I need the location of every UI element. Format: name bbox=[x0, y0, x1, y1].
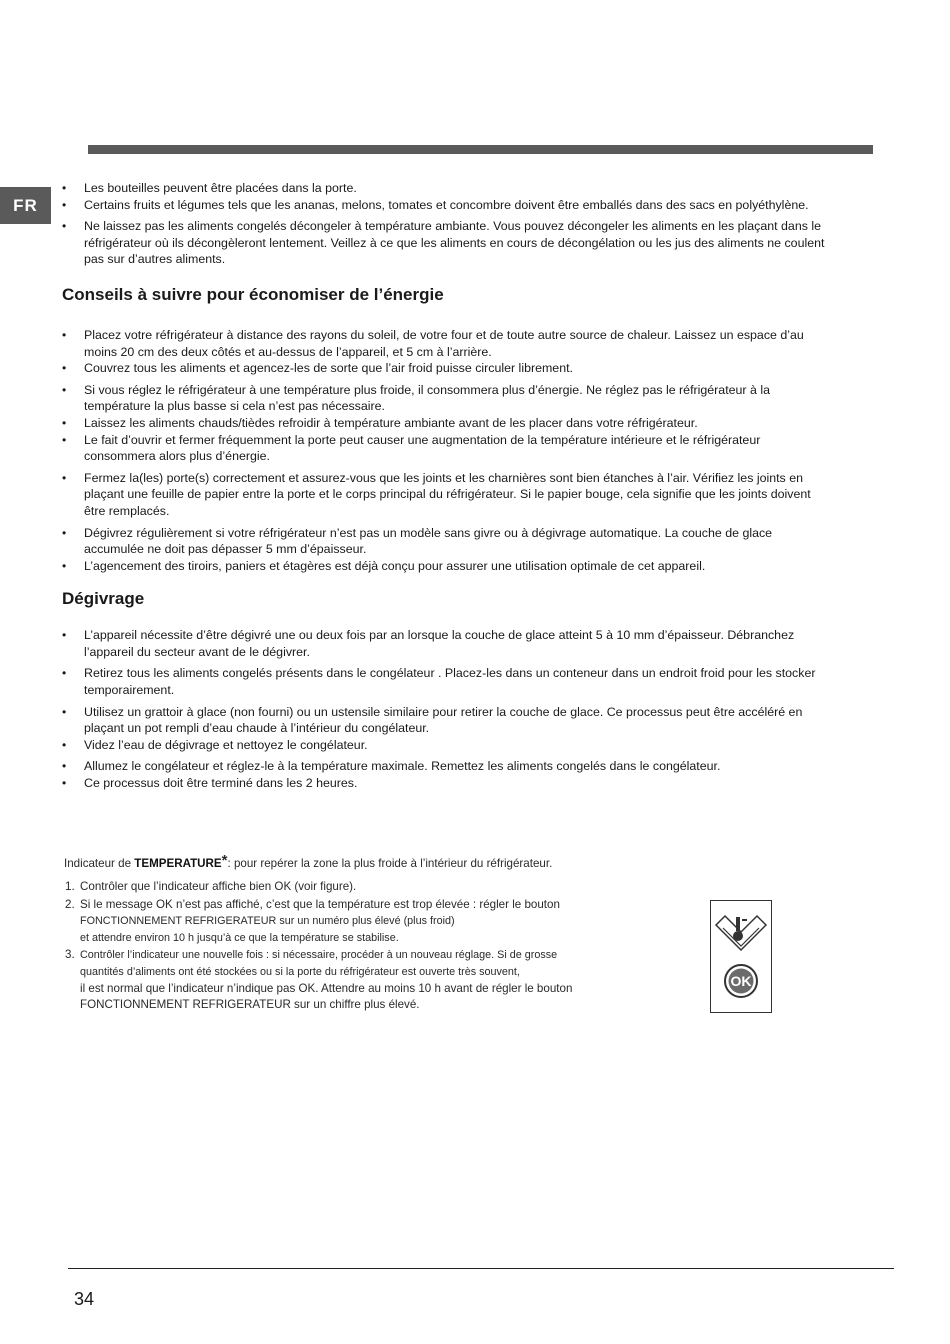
step-line: FONCTIONNEMENT REFRIGERATEUR sur un numéro plus élevé (plus froid) bbox=[80, 915, 455, 928]
page-number: 34 bbox=[74, 1289, 95, 1309]
list-item: • Allumez le congélateur et réglez-le à la température maximale. Remettez les aliments congelés dans le congélateur. bbox=[62, 758, 832, 775]
list-item: • Laissez les aliments chauds/tièdes refroidir à température ambiante avant de les placer dans votre réfrigérateur. bbox=[62, 415, 832, 432]
section-heading-energy: Conseils à suivre pour économiser de l’énergie bbox=[62, 284, 444, 304]
step-line: quantités d’aliments ont été stockées ou si la porte du réfrigérateur est ouverte très souvent, bbox=[80, 965, 520, 978]
section-heading-defrost: Dégivrage bbox=[62, 589, 145, 609]
step-line: FONCTIONNEMENT REFRIGERATEUR sur un chiffre plus élevé. bbox=[80, 998, 420, 1012]
defrost-list bbox=[62, 627, 832, 791]
list-item: • Retirez tous les aliments congelés présents dans le congélateur . Placez-les dans un conteneur dans un endroit froid pour les stocker temporairement. bbox=[62, 665, 832, 698]
step-item bbox=[62, 897, 782, 947]
ok-badge-icon bbox=[725, 965, 757, 997]
indicator-steps bbox=[62, 879, 782, 1014]
step-line: et attendre environ 10 h jusqu’à ce que la température se stabilise. bbox=[80, 931, 399, 944]
indicator-lead-bold: TEMPERATURE bbox=[134, 857, 222, 870]
thermometer-drop-icon bbox=[716, 916, 766, 950]
list-item: • Certains fruits et légumes tels que les ananas, melons, tomates et concombre doivent être emballés dans des sacs en polyéthylène. bbox=[62, 197, 832, 214]
list-item: • Le fait d’ouvrir et fermer fréquemment la porte peut causer une augmentation de la température intérieure et le réfrigérateur consommera alors plus d’énergie. bbox=[62, 432, 832, 465]
list-item: • Fermez la(les) porte(s) correctement et assurez-vous que les joints et les charnières sont bien étanches à l’air. Vérifiez les joints en plaçant une feuille de papier entre la porte et le corps principal du réfrigérateur. Si le papier bouge, cela signifie que les joints doivent être remplacés. bbox=[62, 470, 832, 520]
list-item: • L’agencement des tiroirs, paniers et étagères est déjà conçu pour assurer une utilisation optimale de cet appareil. bbox=[62, 558, 832, 575]
step-item bbox=[62, 879, 782, 896]
list-item: • Ne laissez pas les aliments congelés décongeler à température ambiante. Vous pouvez décongeler les aliments en les plaçant dans le réfrigérateur où ils décongèleront lentement. Veillez à ce que les aliments en cours de décongélation ou les jus des aliments ne coulent pas sur d’autres aliments. bbox=[62, 218, 832, 268]
list-item: • Les bouteilles peuvent être placées dans la porte. bbox=[62, 180, 832, 197]
list-item: • Videz l’eau de dégivrage et nettoyez le congélateur. bbox=[62, 737, 832, 754]
list-item: • Couvrez tous les aliments et agencez-les de sorte que l’air froid puisse circuler librement. bbox=[62, 360, 832, 377]
list-item: • Utilisez un grattoir à glace (non fourni) ou un ustensile similaire pour retirer la couche de glace. Ce processus peut être accéléré en plaçant un pot rempli d’eau chaude à l’intérieur du congélateur. bbox=[62, 704, 832, 737]
temperature-indicator-section bbox=[62, 852, 782, 1015]
list-item: • Dégivrez régulièrement si votre réfrigérateur n’est pas un modèle sans givre ou à dégivrage automatique. La couche de glace accumulée ne doit pas dépasser 5 mm d’épaisseur. bbox=[62, 525, 832, 558]
list-item: • Ce processus doit être terminé dans les 2 heures. bbox=[62, 775, 832, 792]
ok-label: OK bbox=[730, 973, 752, 989]
energy-list bbox=[62, 327, 832, 574]
step-line: Contrôler l’indicateur une nouvelle fois : si nécessaire, procéder à un nouveau réglage. Si de grosse bbox=[80, 949, 558, 962]
intro-list bbox=[62, 180, 832, 268]
indicator-lead-pre: Indicateur de bbox=[64, 857, 135, 870]
step-number: 1. bbox=[65, 880, 75, 893]
indicator-lead bbox=[64, 852, 782, 870]
asterisk: * bbox=[221, 852, 228, 869]
language-tab: FR bbox=[0, 187, 51, 224]
indicator-figure bbox=[710, 900, 772, 1013]
step-number: 3. bbox=[65, 948, 75, 962]
list-item: • L’appareil nécessite d’être dégivré une ou deux fois par an lorsque la couche de glace atteint 5 à 10 mm d’épaisseur. Débranchez l’appareil du secteur avant de le dégivrer. bbox=[62, 627, 832, 660]
main-content bbox=[62, 180, 832, 792]
indicator-lead-post: : pour repérer la zone la plus froide à l’intérieur du réfrigérateur. bbox=[227, 857, 553, 870]
list-item: • Si vous réglez le réfrigérateur à une température plus froide, il consommera plus d’énergie. Ne réglez pas le réfrigérateur à la température la plus basse si cela n’est pas nécessaire. bbox=[62, 382, 832, 415]
step-line: Contrôler que l’indicateur affiche bien OK (voir figure). bbox=[80, 880, 357, 893]
list-item: • Placez votre réfrigérateur à distance des rayons du soleil, de votre four et de toute autre source de chaleur. Laissez un espace d’au moins 20 cm des deux côtés et au-dessus de l’appareil, et 5 cm à l’arrière. bbox=[62, 327, 832, 360]
step-number: 2. bbox=[65, 897, 75, 911]
footer-rule bbox=[68, 1268, 894, 1269]
step-item bbox=[62, 947, 782, 1013]
step-line: il est normal que l’indicateur n’indique pas OK. Attendre au moins 10 h avant de régler le bouton bbox=[80, 981, 573, 995]
header-rule bbox=[88, 145, 873, 154]
step-line: Si le message OK n’est pas affiché, c’est que la température est trop élevée : régler le bouton bbox=[80, 897, 560, 911]
